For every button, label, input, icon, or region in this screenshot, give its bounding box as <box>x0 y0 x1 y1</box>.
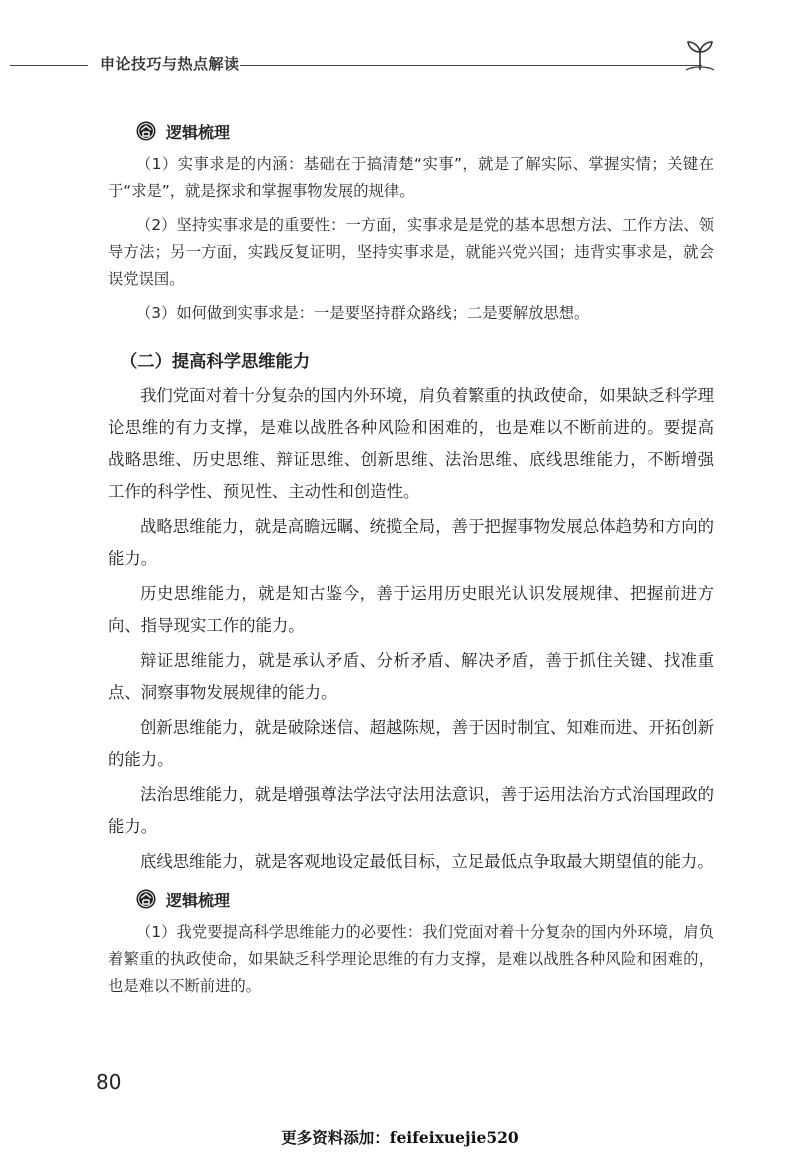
logic-badge-icon <box>136 889 156 909</box>
sprout-icon <box>684 38 716 72</box>
logic-item: （3）如何做到实事求是：一是要坚持群众路线；二是要解放思想。 <box>136 304 590 322</box>
header-title: 申论技巧与热点解读 <box>100 55 240 73</box>
page-content <box>108 110 714 1004</box>
body-paragraph: 战略思维能力，就是高瞻远瞩、统揽全局，善于把握事物发展总体趋势和方向的能力。 <box>108 517 714 568</box>
header-rule-right <box>240 65 702 66</box>
header-rule-left <box>10 65 88 66</box>
logic-item: （1）我党要提高科学思维能力的必要性：我们党面对着十分复杂的国内外环境，肩负着繁重的执政使命，如果缺乏科学理论思维的有力支撑，是难以战胜各种风险和困难的，也是难以不断前进的。 <box>108 923 714 995</box>
logic-heading-label: 逻辑梳理 <box>166 122 231 142</box>
logic-item: （1）实事求是的内涵：基础在于搞清楚“实事”，就是了解实际、掌握实情；关键在于“求是”，就是探求和掌握事物发展的规律。 <box>108 155 714 200</box>
body-paragraph: 底线思维能力，就是客观地设定最低目标，立足最低点争取最大期望值的能力。 <box>140 852 714 871</box>
page-number: 80 <box>96 1070 122 1094</box>
logic-heading-1 <box>108 118 714 144</box>
logic-item: （2）坚持实事求是的重要性：一方面，实事求是是党的基本思想方法、工作方法、领导方法；另一方面，实践反复证明，坚持实事求是，就能兴党兴国；违背实事求是，就会误党误国。 <box>108 216 714 288</box>
section-title: （二）提高科学思维能力 <box>120 352 311 372</box>
body-paragraph: 我们党面对着十分复杂的国内外环境，肩负着繁重的执政使命，如果缺乏科学理论思维的有力支撑，是难以战胜各种风险和困难的，也是难以不断前进的。要提高战略思维、历史思维、辩证思维、创新思维、法治思维、底线思维能力，不断增强工作的科学性、预见性、主动性和创造性。 <box>108 386 714 501</box>
running-header <box>0 0 800 90</box>
body-paragraph: 辩证思维能力，就是承认矛盾、分析矛盾、解决矛盾，善于抓住关键、找准重点、洞察事物发展规律的能力。 <box>108 651 714 702</box>
logic-heading-label: 逻辑梳理 <box>166 890 231 910</box>
logic-heading-2 <box>108 886 714 912</box>
body-paragraph: 法治思维能力，就是增强尊法学法守法用法意识，善于运用法治方式治国理政的能力。 <box>108 785 714 836</box>
body-paragraph: 历史思维能力，就是知古鉴今，善于运用历史眼光认识发展规律、把握前进方向、指导现实工作的能力。 <box>108 584 714 635</box>
logic-badge-icon <box>136 121 156 141</box>
body-paragraph: 创新思维能力，就是破除迷信、超越陈规，善于因时制宜、知难而进、开拓创新的能力。 <box>108 718 714 769</box>
footer-note: 更多资料添加：feifeixuejie520 <box>281 1128 519 1147</box>
